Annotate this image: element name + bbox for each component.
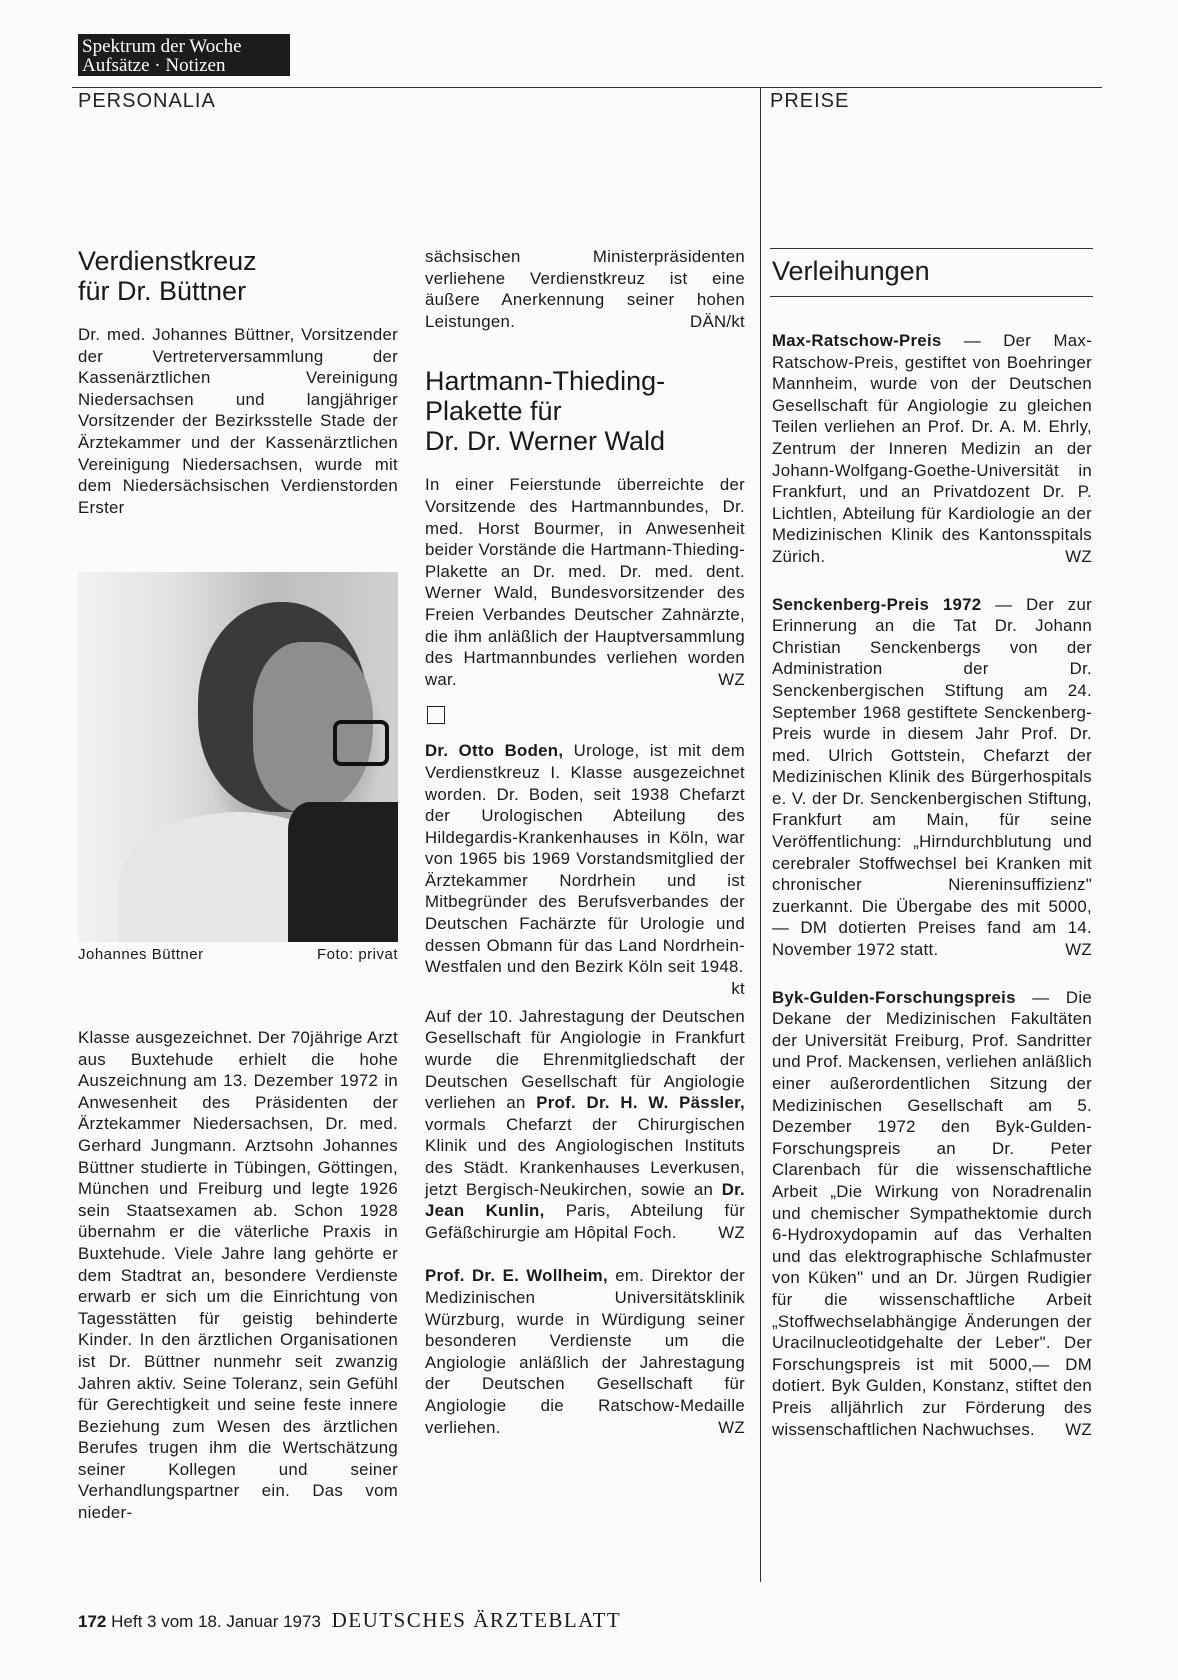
person-name: Prof. Dr. E. Wollheim, xyxy=(425,1266,608,1286)
paragraph: Prof. Dr. E. Wollheim, em. Direktor der Medizinischen Universitätsklinik Würzburg, wurde in Würdigung seiner besonderen Verdienste um die Angiologie anläßlich der Jahrestagung der Deutschen Gesellschaft für Angiologie die Ratschow-Medaille verliehen. WZ xyxy=(425,1266,745,1437)
author-sign: WZ xyxy=(1065,1419,1092,1439)
author-sign: WZ xyxy=(718,1417,745,1437)
headline-rule-bottom xyxy=(770,296,1093,297)
column-2 xyxy=(425,246,745,1438)
top-rule xyxy=(72,87,1102,88)
paragraph: Auf der 10. Jahrestagung der Deutschen Gesellschaft für Angiologie in Frankfurt wurde die Ehrenmitgliedschaft der Deutschen Gesellschaft für Angiologie verliehen an Prof. Dr. H. W. Pässler, vormals Chefarzt der Chirurgischen Klinik und des Angiologischen Instituts des Städt. Krankenhauses Leverkusen, jetzt Bergisch-Neukirchen, sowie an Dr. Jean Kunlin, Paris, Abteilung für Gefäßchirurgie am Hôpital Foch. WZ xyxy=(425,1006,745,1242)
paragraph: In einer Feierstunde überreichte der Vorsitzende des Hartmannbundes, Dr. med. Horst Bourmer, in Anwesenheit beider Vorstände die Hartmann-Thieding-Plakette an Dr. med. Dr. med. dent. Werner Wald, Bundesvorsitzender des Freien Verbandes Deutscher Zahnärzte, die ihm anläßlich der Hauptversammlung des Hartmannbundes verliehen worden war. WZ xyxy=(425,475,745,689)
column-3 xyxy=(772,256,1092,286)
person-name: Dr. Jean Kunlin, xyxy=(425,1179,745,1221)
person-name: Prof. Dr. H. W. Pässler, xyxy=(536,1093,745,1113)
headline-buettner-line-1: Verdienstkreuz xyxy=(78,246,257,276)
author-sign: DÄN/kt xyxy=(690,311,745,331)
author-sign: WZ xyxy=(718,669,745,689)
person-name: Dr. Otto Boden, xyxy=(425,741,564,761)
prize-name: Byk-Gulden-Forschungspreis xyxy=(772,987,1016,1007)
journal-name: DEUTSCHES ÄRZTEBLATT xyxy=(331,1608,622,1632)
author-sign: WZ xyxy=(1065,940,1092,960)
author-sign: WZ xyxy=(1065,546,1092,566)
column-3-body xyxy=(772,330,1092,1440)
rubric-line-2: Aufsätze · Notizen xyxy=(82,55,226,76)
article-buettner-continued xyxy=(78,1027,398,1524)
column-divider xyxy=(760,87,761,1582)
issue-info: Heft 3 vom 18. Januar 1973 xyxy=(111,1612,321,1631)
caption-credit: Foto: privat xyxy=(316,946,398,963)
rubric-label xyxy=(78,34,290,76)
headline-verleihungen: Verleihungen xyxy=(772,256,930,286)
paragraph: Dr. med. Johannes Büttner, Vorsitzender der Vertreterversammlung der Kassenärztlichen Vereinigung Niedersachsen und langjähriger Vorsitzender der Bezirksstelle Stade der Ärztekammer und der Kassenärztlichen Vereinigung Niedersachsen, wurde mit dem Niedersächsischen Verdienstorden Erster xyxy=(78,325,398,517)
paragraph: Senckenberg-Preis 1972 — Der zur Erinnerung an die Tat Dr. Johann Christian Senckenbergs von der Administration der Dr. Senckenbergischen Stiftung am 24. September 1968 gestiftete Senckenberg-Preis wurde in diesem Jahr Prof. Dr. med. Ulrich Gottstein, Chefarzt der Medizinischen Klinik des Bürgerhospitals e. V. der Dr. Senckenbergischen Stiftung, Frankfurt am Main, für seine Veröffentlichung: „Hirndurchblutung und cerebraler Stoffwechsel bei Kranken mit chronischer Niereninsuffizienz" zuerkannt. Die Übergabe des mit 5000,— DM dotierten Preises fand am 14. November 1972 statt. WZ xyxy=(772,594,1092,960)
headline-rule-top xyxy=(770,248,1093,249)
paragraph: Byk-Gulden-Forschungspreis — Die Dekane der Medizinischen Fakultäten der Universität Freiburg, Prof. Sandritter und Prof. Mackensen, verliehen anläßlich einer außerordentlichen Sitzung der Medizinischen Gesellschaft am 5. Dezember 1972 den Byk-Gulden-Forschungspreis an Dr. Peter Clarenbach für die wissenschaftliche Arbeit „Die Wirkung von Noradrenalin und chemischer Sympathektomie durch 6-Hydroxydopamin auf das Verhalten und das elektrographische Schlafmuster von Küken" und an Dr. Jürgen Rudigier für die wissenschaftliche Arbeit „Stoffwechselabhängige Änderungen der Uracilnucleotidgehalte der Leber". Der Forschungspreis ist mit 5000,— DM dotiert. Byk Gulden, Konstanz, stiftet den Preis alljährlich zur Förderung des wissenschaftlichen Nachwuchses. WZ xyxy=(772,987,1092,1439)
paragraph: Klasse ausgezeichnet. Der 70jährige Arzt aus Buxtehude erhielt die hohe Auszeichnung am 13. Dezember 1972 in Anwesenheit des Präsidenten der Ärztekammer Niedersachsen, Dr. med. Gerhard Jungmann. Arztsohn Johannes Büttner studierte in Tübingen, Göttingen, München und Freiburg und legte 1926 sein Staatsexamen ab. Schon 1928 übernahm er die väterliche Praxis in Buxtehude. Viele Jahre lang gehörte er dem Stadtrat an, besondere Verdienste erwarb er sich um die Einrichtung von Tagesstätten für geistig behinderte Kinder. In den ärztlichen Organisationen ist Dr. Büttner nunmehr seit zwanzig Jahren aktiv. Seine Toleranz, sein Gefühl für Gerechtigkeit und seine feste innere Beziehung zum Wesen des ärztlichen Berufes trugen ihm die Wertschätzung seiner Kollegen und seiner Verhandlungspartner ein. Das vom nieder- xyxy=(78,1028,398,1523)
headline-wald-line-3: Dr. Dr. Werner Wald xyxy=(425,426,666,457)
rubric-line-1: Spektrum der Woche xyxy=(82,36,242,57)
photo-caption xyxy=(78,946,398,963)
page-number: 172 xyxy=(78,1612,107,1631)
author-sign: kt xyxy=(731,978,745,998)
section-label-personalia: PERSONALIA xyxy=(78,90,216,112)
headline-wald-line-1: Hartmann-Thieding- xyxy=(425,366,666,397)
headline-wald xyxy=(425,366,745,456)
prize-name: Max-Ratschow-Preis xyxy=(772,331,942,350)
paragraph: Max-Ratschow-Preis — Der Max-Ratschow-Preis, gestiftet von Boehringer Mannheim, wurde von der Deutschen Gesellschaft für Angiologie zu gleichen Teilen verliehen an Prof. Dr. A. M. Ehrly, Zentrum der Inneren Medizin an der Johann-Wolfgang-Goethe-Universität in Frankfurt, und an Privatdozent Dr. P. Lichtlen, Abteilung für Kardiologie an der Medizinischen Klinik des Kantonsspitals Zürich. WZ xyxy=(772,331,1092,566)
paragraph: Dr. Otto Boden, Urologe, ist mit dem Verdienstkreuz I. Klasse ausgezeichnet worden. Dr. Boden, seit 1938 Chefarzt der Urologischen Abteilung des Hildegardis-Krankenhauses in Köln, war von 1965 bis 1969 Vorstandsmitglied der Ärztekammer Nordrhein und ist Mitbegründer des Berufsverbandes der Deutschen Fachärzte für Urologie und dessen Obmann für das Land Nordrhein-Westfalen und den Bezirk Köln seit 1948. kt xyxy=(425,741,745,998)
paragraph: sächsischen Ministerpräsidenten verliehene Verdienstkreuz ist eine äußere Anerkennung seiner hohen Leistungen. DÄN/kt xyxy=(425,247,745,331)
section-label-preise: PREISE xyxy=(770,90,850,112)
headline-wald-line-2: Plakette für xyxy=(425,396,562,427)
separator-box-icon xyxy=(427,706,445,724)
headline-buettner xyxy=(78,246,398,306)
headline-buettner-line-2: für Dr. Büttner xyxy=(78,276,247,306)
article-buettner-top xyxy=(78,246,398,518)
page-footer xyxy=(78,1608,621,1633)
author-sign: WZ xyxy=(718,1222,745,1242)
caption-name: Johannes Büttner xyxy=(78,946,204,963)
portrait-photo xyxy=(78,572,398,942)
prize-name: Senckenberg-Preis 1972 xyxy=(772,594,982,614)
